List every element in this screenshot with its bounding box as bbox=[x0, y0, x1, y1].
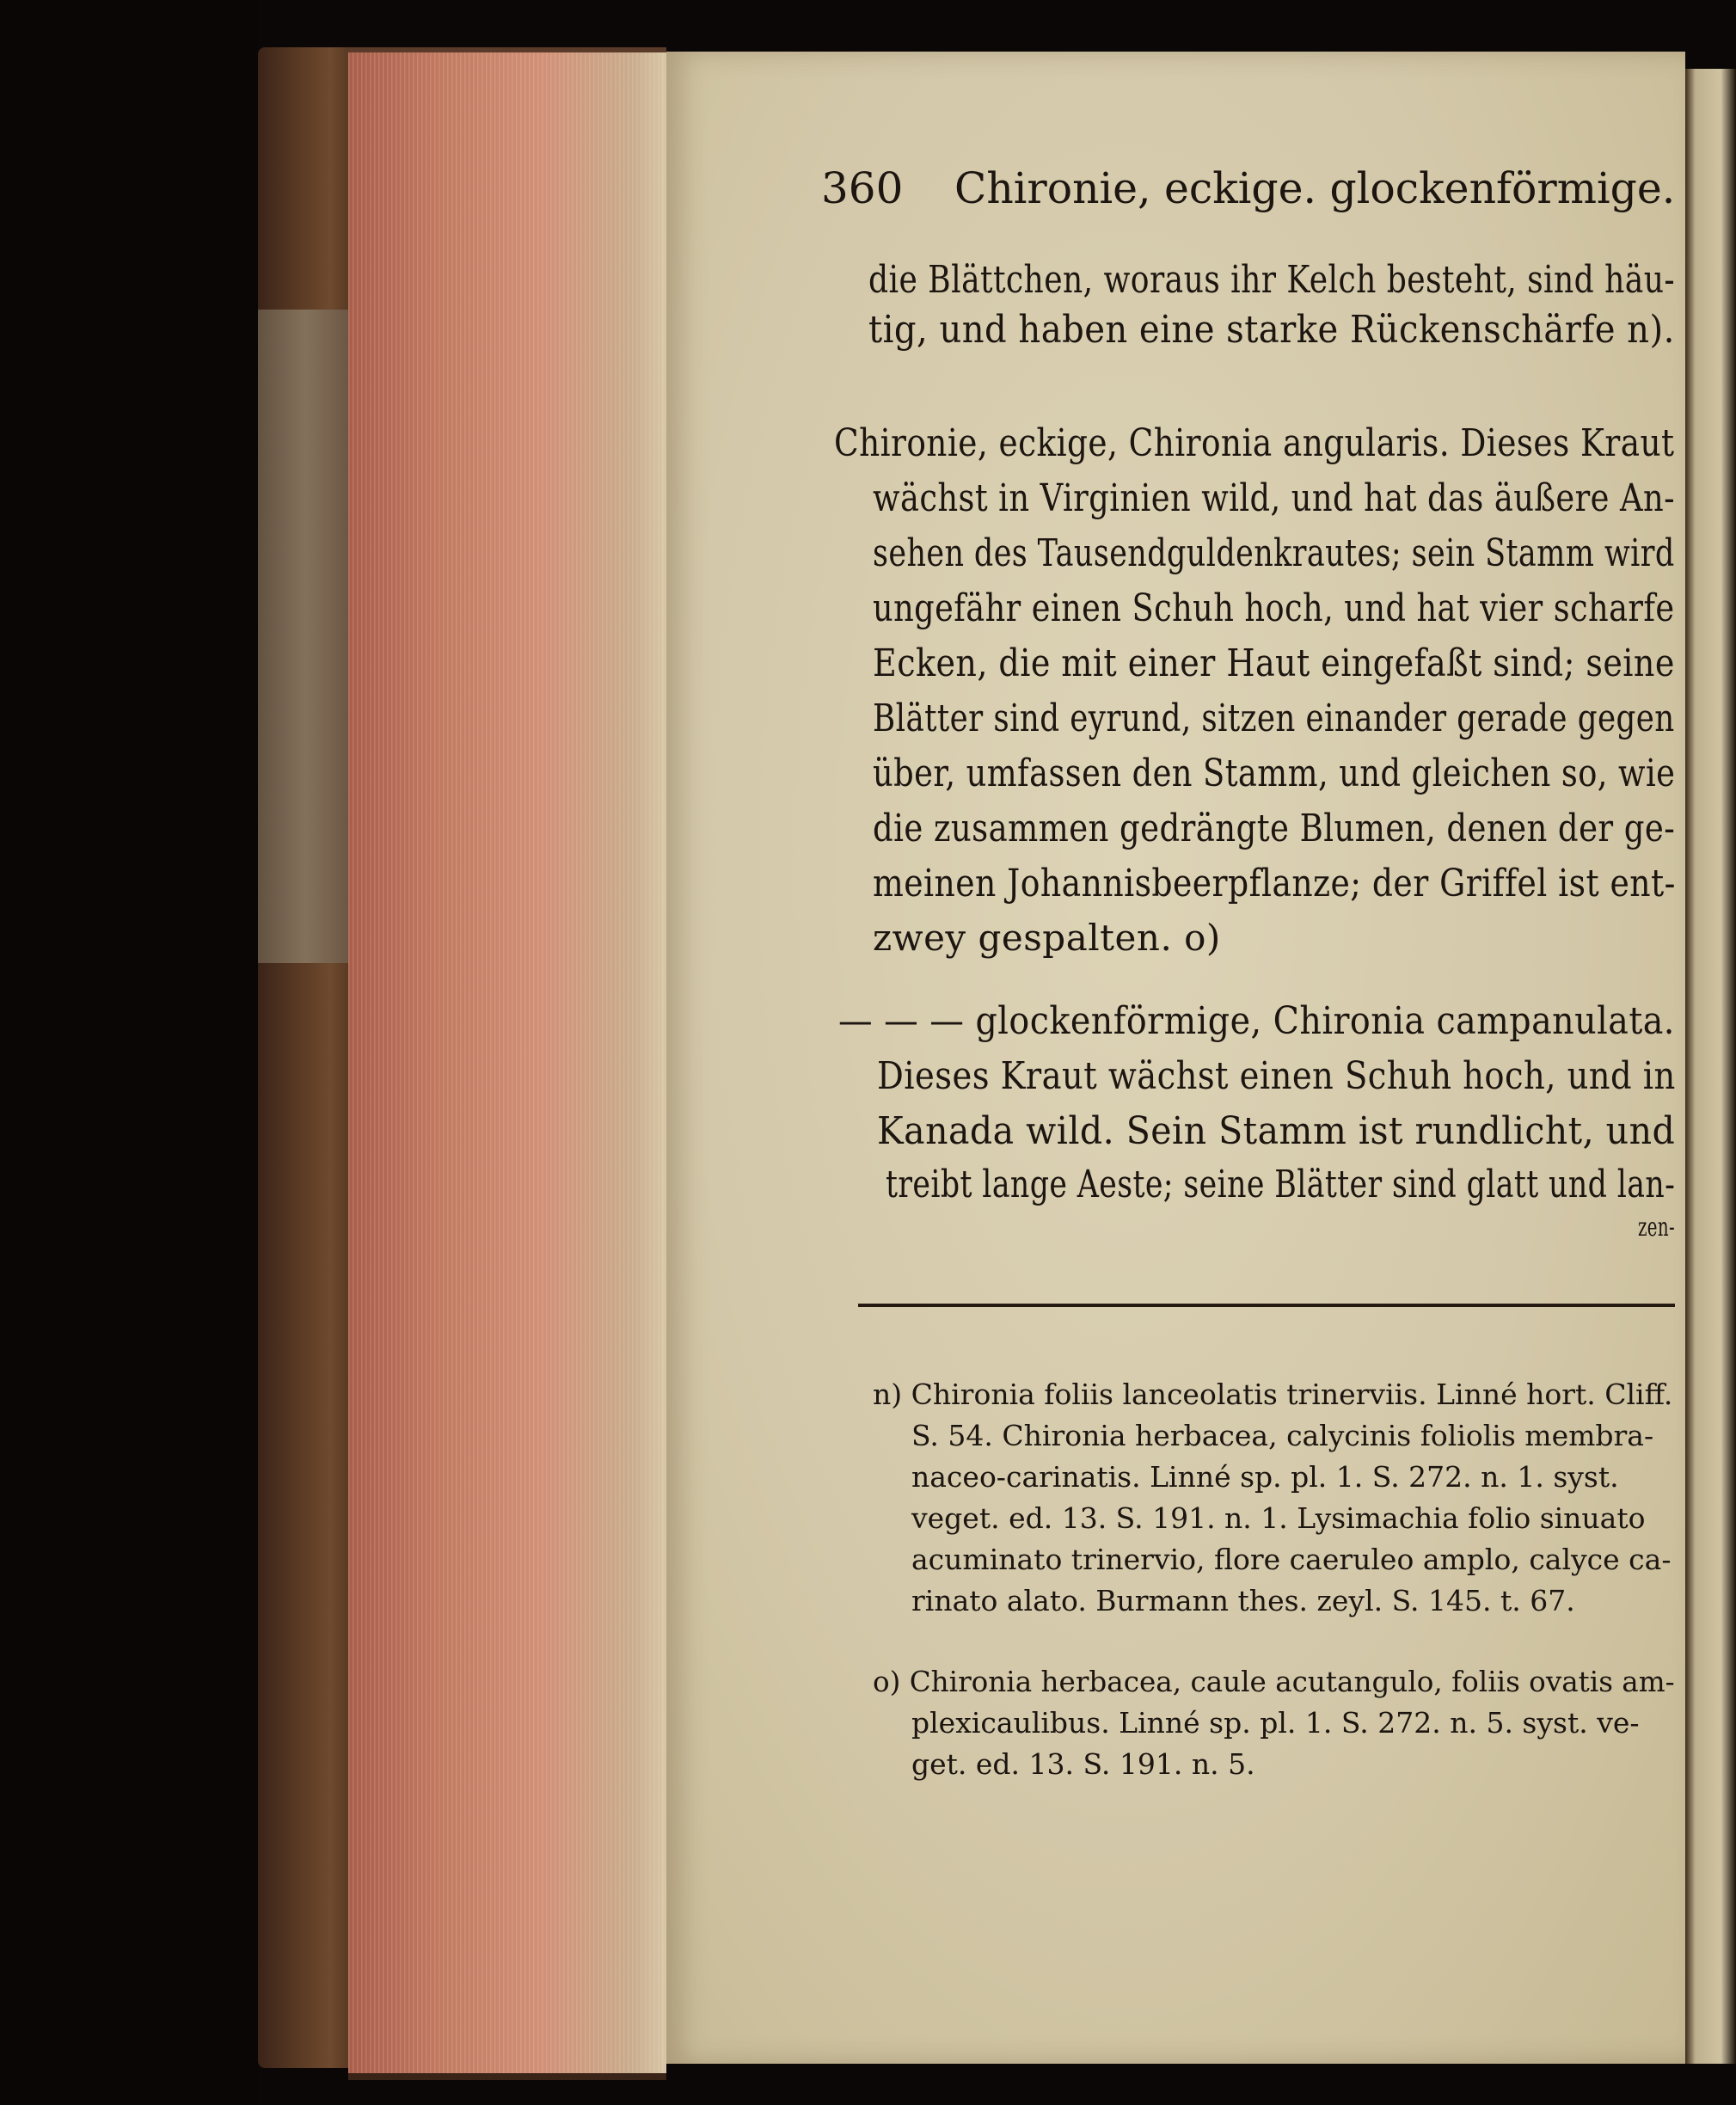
footnote-line: veget. ed. 13. S. 191. n. 1. Lysimachia folio sinuato bbox=[911, 1501, 1646, 1535]
footnote-rule bbox=[858, 1304, 1675, 1307]
body-line: sehen des Tausendguldenkrautes; sein Stamm wird bbox=[873, 531, 1675, 575]
body-line: die zusammen gedrängte Blumen, denen der ge- bbox=[873, 807, 1676, 850]
page-edges bbox=[348, 47, 666, 2080]
body-line: tig, und haben eine starke Rückenschärfe n). bbox=[868, 308, 1675, 352]
body-line: zwey gespalten. o) bbox=[873, 917, 1221, 959]
footnote-line: n) Chironia foliis lanceolatis trinerviis. Linné hort. Cliff. bbox=[873, 1378, 1673, 1411]
footnote-line: S. 54. Chironia herbacea, calycinis foliolis membra- bbox=[911, 1419, 1654, 1452]
footnote-line: plexicaulibus. Linné sp. pl. 1. S. 272. n. 5. syst. ve- bbox=[911, 1706, 1640, 1740]
running-title: Chironie, eckige. glockenförmige. bbox=[954, 163, 1676, 213]
body-line: — — — glockenförmige, Chironia campanulata. bbox=[838, 999, 1675, 1043]
footnote-line: rinato alato. Burmann thes. zeyl. S. 145. t. 67. bbox=[911, 1584, 1575, 1617]
cover-worn-patch bbox=[258, 310, 353, 963]
body-line: ungefähr einen Schuh hoch, und hat vier scharfe bbox=[873, 586, 1675, 630]
body-line: wächst in Virginien wild, und hat das äußere An- bbox=[873, 476, 1675, 520]
footnote-line: get. ed. 13. S. 191. n. 5. bbox=[911, 1747, 1255, 1781]
dark-background bbox=[0, 0, 258, 2105]
facing-page-edge bbox=[1685, 69, 1736, 2064]
body-line: Ecken, die mit einer Haut eingefaßt sind; seine bbox=[873, 641, 1675, 685]
body-line: über, umfassen den Stamm, und gleichen so, wie bbox=[873, 752, 1676, 795]
body-line: die Blättchen, woraus ihr Kelch besteht, sind häu- bbox=[868, 258, 1676, 302]
body-line: Kanada wild. Sein Stamm ist rundlicht, und bbox=[877, 1109, 1676, 1153]
body-line: meinen Johannisbeerpflanze; der Griffel ist ent- bbox=[873, 862, 1676, 905]
footnote-line: o) Chironia herbacea, caule acutangulo, foliis ovatis am- bbox=[873, 1665, 1675, 1698]
body-line: Dieses Kraut wächst einen Schuh hoch, und in bbox=[877, 1054, 1676, 1098]
body-line: Chironie, eckige, Chironia angularis. Dieses Kraut bbox=[834, 421, 1675, 465]
body-line: Blätter sind eyrund, sitzen einander gerade gegen bbox=[873, 697, 1675, 740]
body-line: zen- bbox=[1638, 1212, 1676, 1243]
footnote-line: acuminato trinervio, flore caeruleo amplo, calyce ca- bbox=[911, 1543, 1672, 1576]
page-number: 360 bbox=[821, 163, 904, 213]
footnote-line: naceo-carinatis. Linné sp. pl. 1. S. 272. n. 1. syst. bbox=[911, 1460, 1619, 1494]
body-line: treibt lange Aeste; seine Blätter sind glatt und lan- bbox=[886, 1163, 1676, 1206]
